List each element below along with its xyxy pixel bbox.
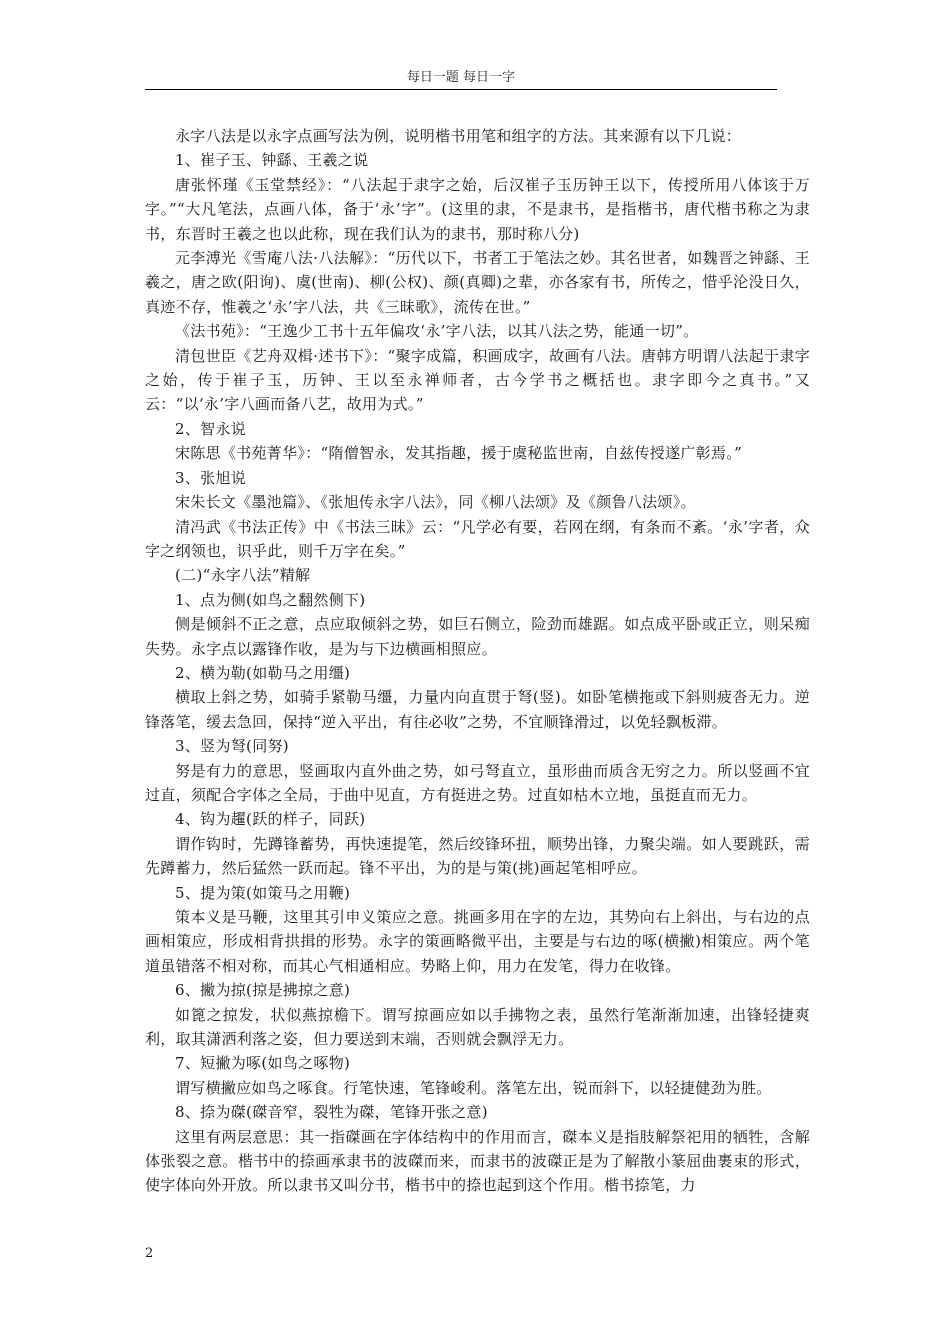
paragraph: 如篦之掠发，状似燕掠檐下。谓写掠画应如以手拂物之表，虽然行笔渐渐加速，出锋轻捷爽利，取其潇洒利落之姿，但力要送到末端，否则就会飘浮无力。 <box>145 1005 810 1049</box>
section-heading: 4、钩为趯(跃的样子，同跃) <box>175 810 366 829</box>
paragraph: 《法书苑》：“王逸少工书十五年偏攻‘永’字八法，以其八法之势，能通一切”。 <box>175 322 699 341</box>
section-heading: 3、张旭说 <box>175 468 247 487</box>
section-heading: (二)“永字八法”精解 <box>175 566 311 585</box>
section-heading: 1、点为侧(如鸟之翻然侧下) <box>175 590 366 609</box>
section-heading: 8、捺为磔(磔音窄，裂牲为磔，笔锋开张之意) <box>175 1103 488 1122</box>
section-heading: 1、崔子玉、钟繇、王羲之说 <box>175 151 369 170</box>
paragraph: 谓作钩时，先蹲锋蓄势，再快速提笔，然后绞锋环扭，顺势出锋，力聚尖端。如人要跳跃，需先蹲蓄力，然后猛然一跃而起。锋不平出，为的是与策(挑)画起笔相呼应。 <box>145 834 810 878</box>
paragraph: 这里有两层意思：其一指磔画在字体结构中的作用而言，磔本义是指肢解祭祀用的牺牲，含解体张裂之意。楷书中的捺画承隶书的波磔而来，而隶书的波磔正是为了解散小篆屈曲裹束的形式，使字体向外开放。所以隶书又叫分书，楷书中的捺也起到这个作用。楷书捺笔，力 <box>145 1127 810 1195</box>
paragraph: 清包世臣《艺舟双楫·述书下》：“聚字成篇，积画成字，故画有八法。唐韩方明谓八法起于隶字之始，传于崔子玉，历钟、王以至永禅师者，古今学书之概括也。隶字即今之真书。”又云：“以‘永’字八画而备八艺，故用为式。” <box>145 346 810 414</box>
paragraph: 宋朱长文《墨池篇》、《张旭传永字八法》，同《柳八法颂》及《颜鲁八法颂》。 <box>175 493 696 512</box>
paragraph: 永字八法是以永字点画写法为例，说明楷书用笔和组字的方法。其来源有以下几说： <box>175 127 742 145</box>
section-heading: 3、竖为弩(同努) <box>175 737 289 756</box>
paragraph: 策本义是马鞭，这里其引申义策应之意。挑画多用在字的左边，其势向右上斜出，与右边的点画相策应，形成相背拱揖的形势。永字的策画略微平出，主要是与右边的啄(横撇)相策应。两个笔道虽错落不相对称，而其心气相通相应。势略上仰，用力在发笔，得力在收锋。 <box>145 908 810 975</box>
section-heading: 2、智永说 <box>175 419 247 438</box>
section-heading: 6、撇为掠(掠是拂掠之意) <box>175 981 351 1000</box>
paragraph: 唐张怀瑾《玉堂禁经》：“八法起于隶字之始，后汉崔子玉历钟王以下，传授所用八体该于万字。”“大凡笔法，点画八体，备于‘永’字”。(这里的隶，不是隶书，是指楷书，唐代楷书称之为隶书，东晋时王羲之也以此称，现在我们认为的隶书，那时称八分) <box>145 175 810 243</box>
paragraph: 宋陈思《书苑菁华》：“隋僧智永，发其指趣，援于虞秘监世南，自兹传授遂广彰焉。” <box>175 444 743 463</box>
paragraph: 侧是倾斜不正之意，点应取倾斜之势，如巨石侧立，险劲而雄踞。如点成平卧或正立，则呆痴失势。永字点以露锋作收，是为与下边横画相照应。 <box>145 615 810 658</box>
page-header <box>145 66 777 90</box>
paragraph: 努是有力的意思，竖画取内直外曲之势，如弓弩直立，虽形曲而质含无穷之力。所以竖画不宜过直，须配合字体之全局，于曲中见直，方有挺进之势。过直如枯木立地，虽挺直而无力。 <box>145 761 810 804</box>
paragraph: 清冯武《书法正传》中《书法三昧》云：“凡学必有要，若网在纲，有条而不紊。‘永’字者，众字之纲领也，识乎此，则千万字在矣。” <box>145 517 810 560</box>
page-number: 2 <box>145 1246 154 1261</box>
paragraph: 谓写横撇应如鸟之啄食。行笔快速，笔锋峻利。落笔左出，锐而斜下，以轻捷健劲为胜。 <box>175 1078 772 1097</box>
document-body <box>145 124 810 1198</box>
paragraph: 横取上斜之势，如骑手紧勒马缰，力量内向直贯于弩(竖)。如卧笔横拖或下斜则疲沓无力。逆锋落笔，缓去急回，保持“逆入平出，有往必收”之势，不宜顺锋滑过，以免轻飘板滞。 <box>145 688 810 731</box>
section-heading: 2、横为勒(如勒马之用缰) <box>175 663 351 682</box>
section-heading: 7、短撇为啄(如鸟之啄物) <box>175 1054 351 1073</box>
section-heading: 5、提为策(如策马之用鞭) <box>175 883 351 902</box>
header-title: 每日一题 每日一字 <box>406 70 516 85</box>
paragraph: 元李溥光《雪庵八法·八法解》：“历代以下，书者工于笔法之妙。其名世者，如魏晋之钟繇、王羲之，唐之欧(阳询)、虞(世南)、柳(公权)、颜(真卿)之辈，亦各家有书，所传之，惜乎沦没日久，真迹不存，惟羲之‘永’字八法，共《三昧歌》，流传在世。” <box>145 249 810 316</box>
